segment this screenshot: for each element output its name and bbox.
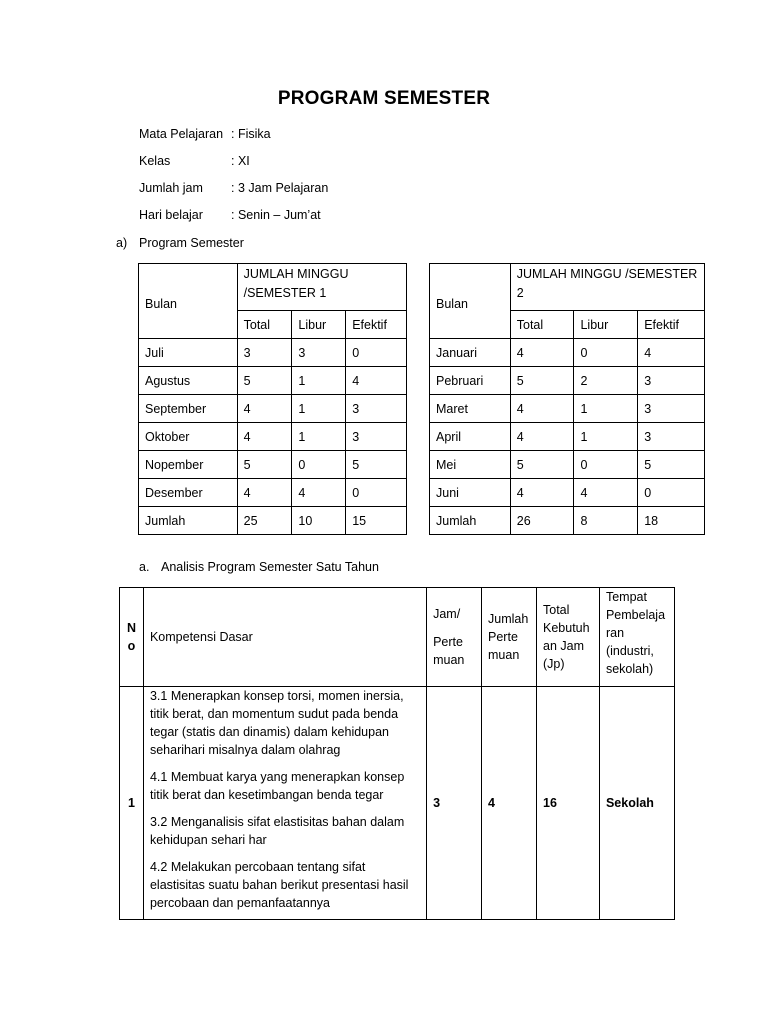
cell: 1 bbox=[292, 367, 346, 395]
cell: 4 bbox=[638, 339, 705, 367]
cell: 8 bbox=[574, 507, 638, 535]
table-row bbox=[139, 423, 407, 451]
col-kompetensi-dasar: Kompetensi Dasar bbox=[143, 588, 426, 687]
cell: 3 bbox=[638, 395, 705, 423]
cell: 2 bbox=[574, 367, 638, 395]
cell: 5 bbox=[638, 451, 705, 479]
col-efektif: Efektif bbox=[346, 311, 407, 339]
cell: 4 bbox=[574, 479, 638, 507]
cell: 5 bbox=[237, 451, 292, 479]
cell: 10 bbox=[292, 507, 346, 535]
cell: 4 bbox=[510, 479, 574, 507]
cell: 26 bbox=[510, 507, 574, 535]
table-row bbox=[139, 395, 407, 423]
section-marker: a) bbox=[116, 236, 128, 250]
cell: 3 bbox=[638, 367, 705, 395]
cell: 1 bbox=[574, 395, 638, 423]
cell: September bbox=[139, 395, 238, 423]
table-row bbox=[430, 479, 705, 507]
semester-1-table bbox=[138, 263, 407, 535]
cell: Pebruari bbox=[430, 367, 511, 395]
cell: 1 bbox=[574, 423, 638, 451]
col-libur: Libur bbox=[292, 311, 346, 339]
cell: Juli bbox=[139, 339, 238, 367]
table-row-total bbox=[430, 507, 705, 535]
cell: 3 bbox=[346, 423, 407, 451]
cell: 5 bbox=[237, 367, 292, 395]
cell: Januari bbox=[430, 339, 511, 367]
cell: 18 bbox=[638, 507, 705, 535]
kd-item: 4.1 Membuat karya yang menerapkan konsep titik berat dan kesetimbangan benda tegar bbox=[149, 770, 405, 802]
cell: 4 bbox=[292, 479, 346, 507]
col-tempat: Tempat Pembelaja ran (industri, sekolah) bbox=[599, 588, 674, 687]
table-row bbox=[139, 479, 407, 507]
cell: 15 bbox=[346, 507, 407, 535]
col-jumlah-pertemuan: Jumlah Perte muan bbox=[482, 588, 537, 687]
info-row-mata-pelajaran bbox=[139, 127, 271, 141]
bulan-header: Bulan bbox=[139, 264, 238, 339]
cell: Juni bbox=[430, 479, 511, 507]
section-program-semester bbox=[116, 236, 244, 250]
cell: 0 bbox=[574, 339, 638, 367]
cell: 0 bbox=[346, 479, 407, 507]
cell: 4 bbox=[237, 423, 292, 451]
table-row bbox=[120, 687, 675, 920]
table-row bbox=[139, 367, 407, 395]
bulan-header: Bulan bbox=[430, 264, 511, 339]
col-libur: Libur bbox=[574, 311, 638, 339]
cell: 3 bbox=[292, 339, 346, 367]
cell: 0 bbox=[346, 339, 407, 367]
cell: Agustus bbox=[139, 367, 238, 395]
total-cell: 16 bbox=[537, 687, 600, 920]
kd-item: 3.1 Menerapkan konsep torsi, momen inersia, titik berat, dan momentum sudut pada benda tegar (statis dan dinamis) dalam kehidupan seharihari misalnya dalam olahrag bbox=[149, 689, 404, 757]
table-row bbox=[430, 367, 705, 395]
cell: Mei bbox=[430, 451, 511, 479]
cell: 1 bbox=[292, 395, 346, 423]
kd-item: 3.2 Menganalisis sifat elastisitas bahan dalam kehidupan sehari har bbox=[149, 815, 405, 847]
table-header-row bbox=[139, 264, 407, 311]
cell: Maret bbox=[430, 395, 511, 423]
cell: 4 bbox=[237, 395, 292, 423]
table-row bbox=[430, 395, 705, 423]
cell: 4 bbox=[510, 395, 574, 423]
table-row bbox=[139, 339, 407, 367]
cell: 5 bbox=[510, 367, 574, 395]
table-row-total bbox=[139, 507, 407, 535]
cell: 3 bbox=[638, 423, 705, 451]
row-no: 1 bbox=[120, 687, 144, 920]
cell: 0 bbox=[292, 451, 346, 479]
cell: 0 bbox=[574, 451, 638, 479]
jam-cell: 3 bbox=[427, 687, 482, 920]
jumlah-minggu-header: JUMLAH MINGGU /SEMESTER 2 bbox=[510, 264, 704, 311]
cell: Oktober bbox=[139, 423, 238, 451]
tempat-cell: Sekolah bbox=[599, 687, 674, 920]
col-total: Total bbox=[510, 311, 574, 339]
col-total: Total bbox=[237, 311, 292, 339]
info-value: : Fisika bbox=[231, 127, 271, 141]
section-label: Program Semester bbox=[139, 236, 244, 250]
table-row bbox=[430, 339, 705, 367]
cell: 4 bbox=[510, 339, 574, 367]
table-header-row bbox=[430, 264, 705, 311]
page-title: PROGRAM SEMESTER bbox=[277, 88, 491, 109]
info-row-kelas bbox=[139, 154, 250, 168]
cell: 3 bbox=[237, 339, 292, 367]
info-label: Kelas bbox=[139, 154, 171, 168]
cell: April bbox=[430, 423, 511, 451]
cell: 5 bbox=[346, 451, 407, 479]
jumlah-cell: 4 bbox=[482, 687, 537, 920]
cell: 4 bbox=[237, 479, 292, 507]
col-efektif: Efektif bbox=[638, 311, 705, 339]
section-analisis bbox=[139, 560, 379, 574]
cell: 25 bbox=[237, 507, 292, 535]
cell: Nopember bbox=[139, 451, 238, 479]
info-label: Jumlah jam bbox=[139, 181, 203, 195]
cell: Jumlah bbox=[139, 507, 238, 535]
table-header-row bbox=[120, 588, 675, 687]
info-row-hari-belajar bbox=[139, 208, 321, 222]
cell: 5 bbox=[510, 451, 574, 479]
cell: 4 bbox=[510, 423, 574, 451]
kompetensi-dasar-cell bbox=[143, 687, 426, 920]
analysis-table bbox=[119, 587, 675, 920]
col-jam-pertemuan bbox=[427, 588, 482, 687]
info-value: : 3 Jam Pelajaran bbox=[231, 181, 329, 195]
cell: Jumlah bbox=[430, 507, 511, 535]
col-no: N o bbox=[120, 588, 144, 687]
cell: 3 bbox=[346, 395, 407, 423]
info-value: : XI bbox=[231, 154, 250, 168]
kd-item: 4.2 Melakukan percobaan tentang sifat elastisitas suatu bahan berikut presentasi hasil percobaan dan pemanfaatannya bbox=[149, 860, 409, 910]
jam-label: Jam/ bbox=[433, 607, 461, 621]
table-row bbox=[430, 451, 705, 479]
cell: 0 bbox=[638, 479, 705, 507]
section-marker: a. bbox=[139, 560, 150, 574]
jumlah-minggu-header: JUMLAH MINGGU /SEMESTER 1 bbox=[237, 264, 406, 311]
table-row bbox=[139, 451, 407, 479]
semester-2-table bbox=[429, 263, 705, 535]
info-label: Mata Pelajaran bbox=[139, 127, 224, 141]
cell: Desember bbox=[139, 479, 238, 507]
cell: 4 bbox=[346, 367, 407, 395]
info-value: : Senin – Jum’at bbox=[231, 208, 321, 222]
section-label: Analisis Program Semester Satu Tahun bbox=[161, 560, 379, 574]
info-row-jumlah-jam bbox=[139, 181, 328, 195]
cell: 1 bbox=[292, 423, 346, 451]
table-row bbox=[430, 423, 705, 451]
col-total-jam: Total Kebutuh an Jam (Jp) bbox=[537, 588, 600, 687]
info-label: Hari belajar bbox=[139, 208, 203, 222]
pertemuan-label: Perte muan bbox=[433, 635, 465, 667]
